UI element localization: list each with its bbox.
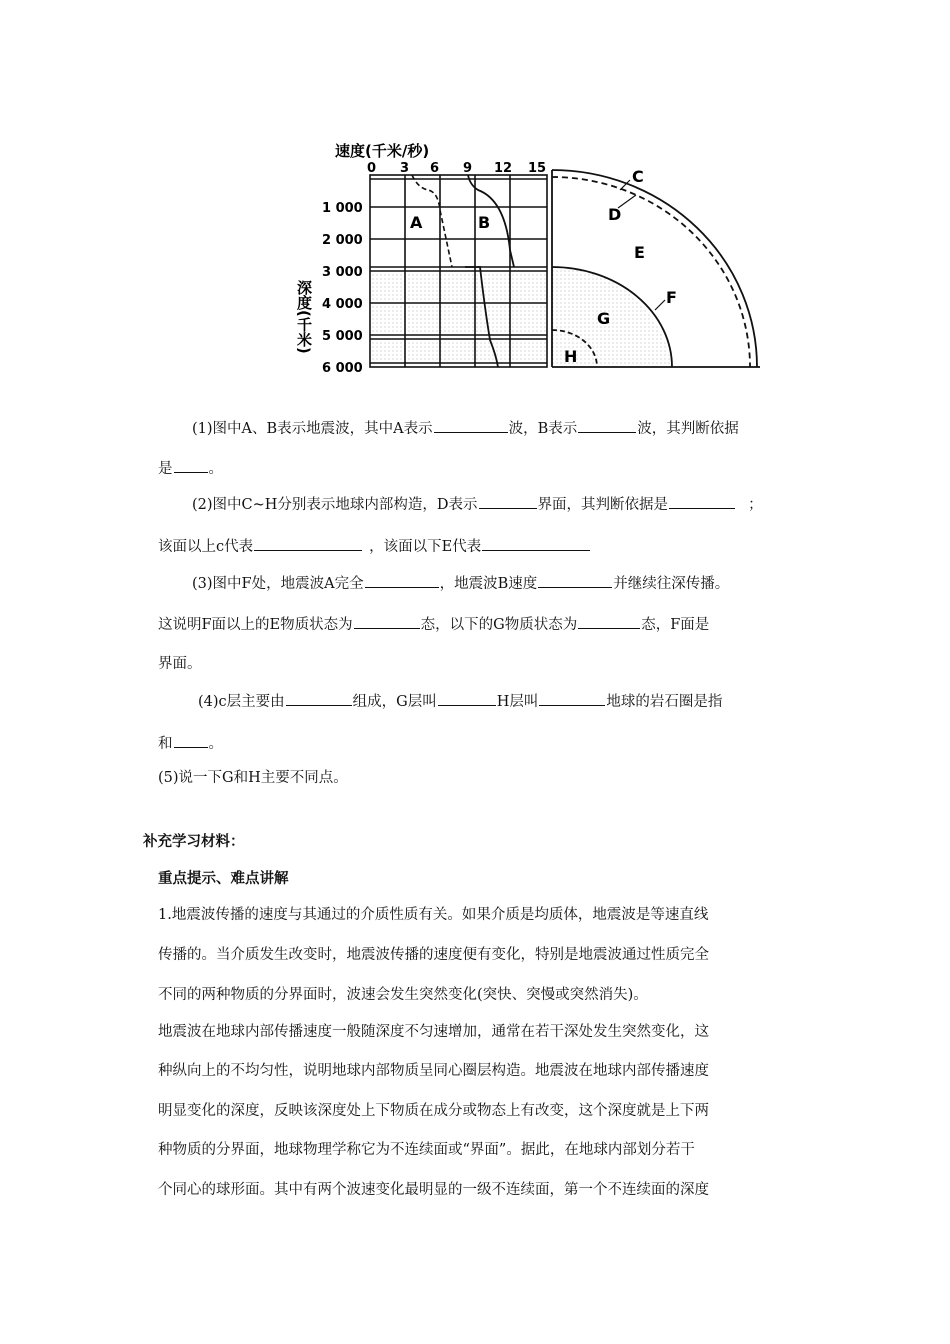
label-a: A (410, 213, 423, 232)
speed-tick-0: 0 (367, 161, 377, 176)
question-2-line-1: (2)图中C~H分别表示地球内部构造，D表示 界面，其判断依据是 ； (192, 494, 763, 515)
answer-blank[interactable] (365, 573, 439, 588)
answer-blank[interactable] (482, 536, 590, 551)
label-b: B (478, 213, 491, 232)
depth-tick-5000: 5 000 (322, 329, 363, 344)
label-c: C (632, 167, 644, 186)
seismic-wave-figure (295, 142, 760, 380)
question-4-line-1: (4)c层主要由 组成，G层叫 H层叫 地球的岩石圈是指 (198, 691, 722, 712)
chart-grid (370, 175, 547, 367)
supplement-line: 1.地震波传播的速度与其通过的介质性质有关。如果介质是均质体，地震波是等速直线 (158, 907, 709, 923)
question-3-line-2: 这说明F面以上的E物质状态为 态，以下的G物质状态为 态，F面是 (158, 614, 709, 635)
question-5: (5)说一下G和H主要不同点。 (158, 770, 348, 786)
supplement-line: 种纵向上的不均匀性，说明地球内部物质呈同心圈层构造。地震波在地球内部传播速度 (158, 1063, 709, 1079)
speed-tick-3: 3 (400, 161, 410, 176)
supplement-subtitle: 重点提示、难点讲解 (158, 871, 289, 887)
answer-blank[interactable] (578, 614, 640, 629)
pointer-f (655, 300, 665, 310)
seismic-diagram (295, 142, 760, 380)
supplement-line: 传播的。当介质发生改变时，地震波传播的速度便有变化，特别是地震波通过性质完全 (158, 947, 709, 963)
label-e: E (634, 243, 645, 262)
question-1-line-1: (1)图中A、B表示地震波，其中A表示 波，B表示 波，其判断依据 (192, 418, 739, 439)
depth-axis-title: 深度(千米) (295, 280, 313, 354)
answer-blank[interactable] (538, 573, 612, 588)
question-1-line-2: 是 。 (158, 458, 223, 479)
answer-blank[interactable] (286, 691, 352, 706)
supplement-line: 地震波在地球内部传播速度一般随深度不匀速增加，通常在若干深处发生突然变化，这 (158, 1024, 709, 1040)
answer-blank[interactable] (479, 494, 537, 509)
question-2-line-2: 该面以上c代表 ，该面以下E代表 (158, 536, 591, 557)
answer-blank[interactable] (354, 614, 420, 629)
question-4-line-2: 和 。 (158, 733, 223, 754)
answer-blank[interactable] (438, 691, 496, 706)
question-3-line-1: (3)图中F处，地震波A完全 ，地震波B速度 并继续往深传播。 (192, 573, 729, 594)
supplement-line: 种物质的分界面，地球物理学称它为不连续面或“界面”。据此，在地球内部划分若干 (158, 1142, 695, 1158)
answer-blank[interactable] (539, 691, 605, 706)
supplement-line: 不同的两种物质的分界面时，波速会发生突然变化(突快、突慢或突然消失)。 (158, 987, 648, 1003)
speed-tick-12: 12 (494, 161, 513, 176)
supplement-title: 补充学习材料： (143, 834, 245, 850)
depth-tick-2000: 2 000 (322, 233, 363, 248)
answer-blank[interactable] (174, 458, 208, 473)
answer-blank[interactable] (578, 418, 636, 433)
answer-blank[interactable] (174, 733, 208, 748)
label-g: G (597, 309, 611, 328)
label-d: D (608, 205, 622, 224)
label-h: H (564, 347, 578, 366)
speed-tick-15: 15 (528, 161, 547, 176)
answer-blank[interactable] (669, 494, 735, 509)
core-shading-left (370, 267, 547, 367)
speed-tick-6: 6 (430, 161, 440, 176)
depth-tick-3000: 3 000 (322, 265, 363, 280)
label-f: F (666, 288, 677, 307)
answer-blank[interactable] (434, 418, 508, 433)
supplement-line: 明显变化的深度，反映该深度处上下物质在成分或物态上有改变，这个深度就是上下两 (158, 1103, 709, 1119)
depth-tick-4000: 4 000 (322, 297, 363, 312)
question-3-line-3: 界面。 (158, 656, 202, 672)
depth-tick-6000: 6 000 (322, 361, 363, 376)
speed-tick-9: 9 (463, 161, 473, 176)
supplement-line: 个同心的球形面。其中有两个波速变化最明显的一级不连续面，第一个不连续面的深度 (158, 1182, 709, 1198)
speed-axis-title: 速度(千米/秒) (335, 142, 430, 160)
depth-tick-1000: 1 000 (322, 201, 363, 216)
answer-blank[interactable] (254, 536, 362, 551)
